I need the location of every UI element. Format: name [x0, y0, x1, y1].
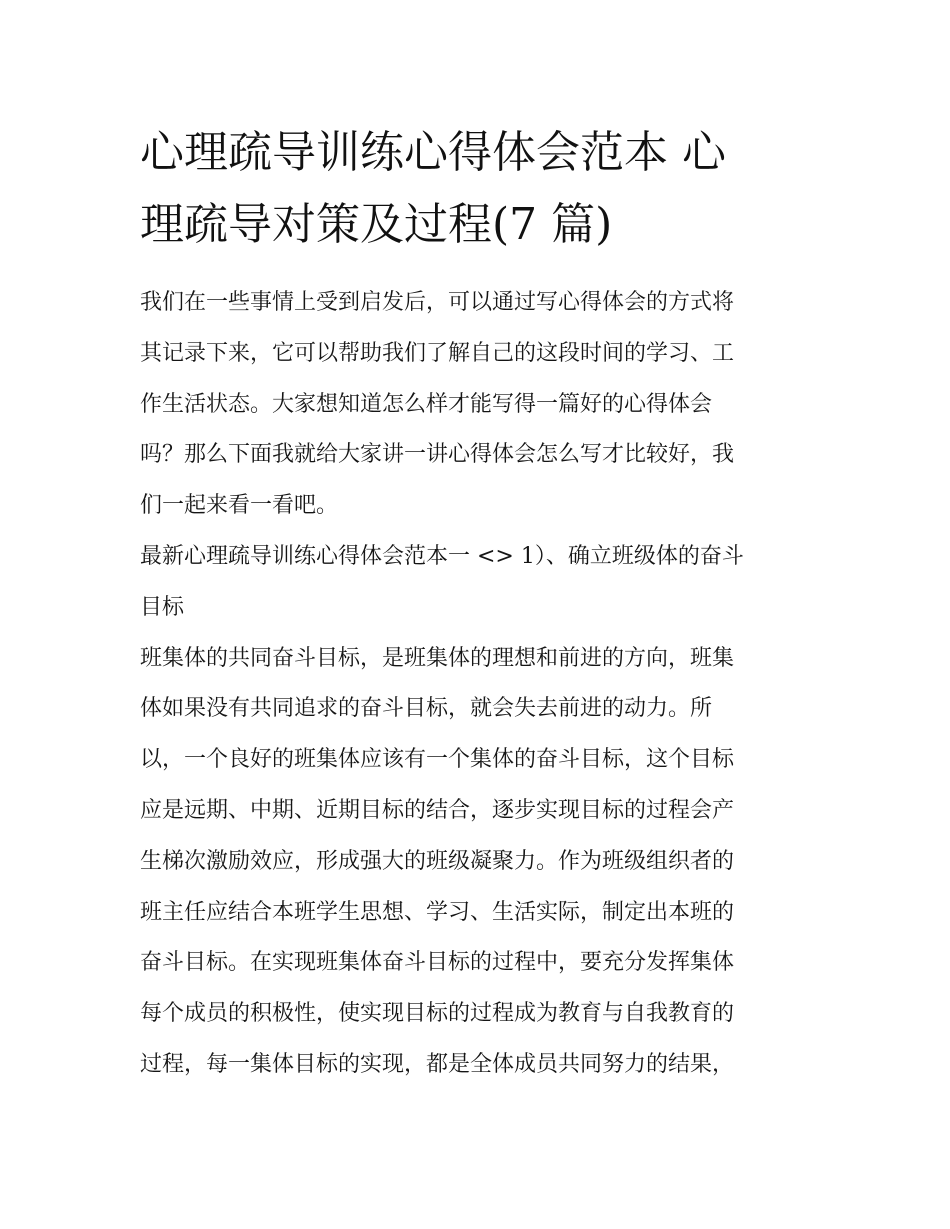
paragraph-line: 们一起来看一看吧。 [140, 493, 339, 519]
paragraph-line: 应是远期、中期、近期目标的结合，逐步实现目标的过程会产 [140, 797, 735, 823]
paragraph-line: 我们在一些事情上受到启发后，可以通过写心得体会的方式将 [140, 290, 735, 315]
paragraph-line: 作生活状态。大家想知道怎么样才能写得一篇好的心得体会 [140, 391, 713, 417]
paragraph-line: 班主任应结合本班学生思想、学习、生活实际，制定出本班的 [140, 899, 735, 925]
title-line: 理疏导对策及过程(7 篇) [140, 199, 613, 250]
section-heading-line: 最新心理疏导训练心得体会范本一 <> 1）、确立班级体的奋斗 [140, 543, 744, 569]
paragraph-line: 其记录下来，它可以帮助我们了解自己的这段时间的学习、工 [140, 340, 735, 366]
paragraph-line: 体如果没有共同追求的奋斗目标，就会失去前进的动力。所 [140, 696, 713, 722]
paragraph-line: 以，一个良好的班集体应该有一个集体的奋斗目标，这个目标 [140, 747, 735, 773]
title-line: 心理疏导训练心得体会范本 心 [140, 127, 726, 178]
paragraph-line: 过程，每一集体目标的实现，都是全体成员共同努力的结果， [140, 1051, 735, 1077]
paragraph-line: 吗？那么下面我就给大家讲一讲心得体会怎么写才比较好，我 [140, 442, 735, 468]
paragraph-line: 奋斗目标。在实现班集体奋斗目标的过程中，要充分发挥集体 [140, 950, 735, 976]
paragraph-line: 班集体的共同奋斗目标，是班集体的理想和前进的方向，班集 [140, 645, 735, 671]
section-heading-line: 目标 [140, 594, 185, 620]
document-body [140, 278, 820, 1091]
paragraph-line: 每个成员的积极性，使实现目标的过程成为教育与自我教育的 [140, 1001, 735, 1027]
document-title [140, 117, 820, 261]
paragraph-line: 生梯次激励效应，形成强大的班级凝聚力。作为班级组织者的 [140, 848, 735, 874]
